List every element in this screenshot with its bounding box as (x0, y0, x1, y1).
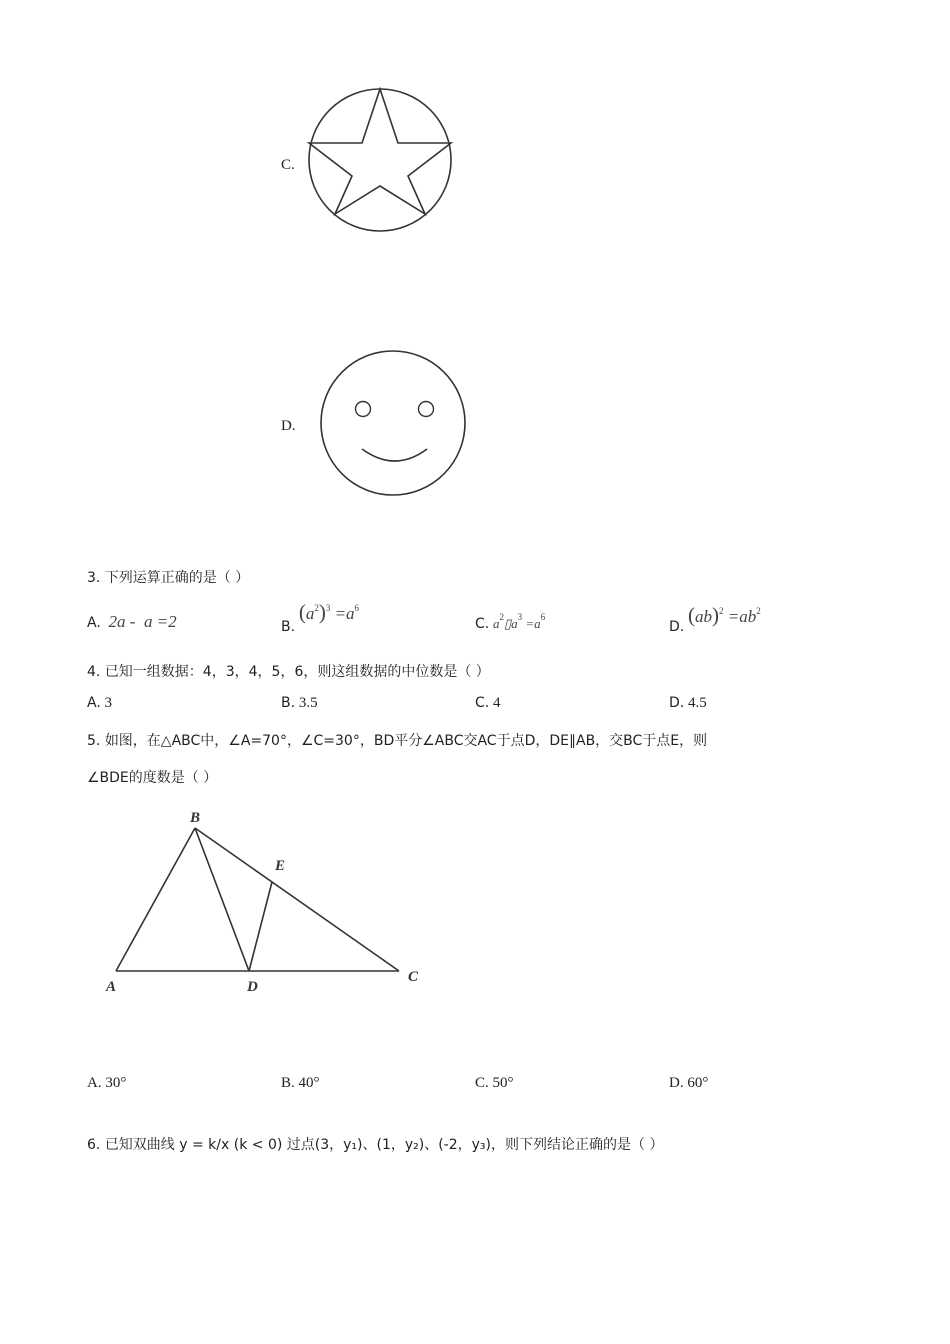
q3-option-c[interactable] (475, 612, 545, 633)
q4-option-a-label: A. (87, 695, 101, 711)
q3-option-b-label: B. (281, 619, 296, 635)
q3-option-d-label: D. (669, 619, 685, 635)
q5-stem-line2: ∠BDE的度数是（ ） (87, 770, 218, 786)
q5-option-a[interactable] (87, 1075, 126, 1092)
q4-number: 4. (87, 664, 101, 680)
q4-option-b-label: B. (281, 695, 296, 711)
q4-option-b-value: 3.5 (298, 695, 318, 711)
q5-option-a-value: 30° (105, 1075, 127, 1091)
point-b-label: B (190, 810, 201, 826)
q5-option-d-value: 60° (687, 1075, 709, 1091)
triangle-abc-figure (100, 800, 440, 1000)
q4-option-b[interactable] (281, 695, 318, 712)
q4-option-d[interactable] (669, 695, 707, 712)
q6-stem (87, 1134, 663, 1154)
q5-option-b[interactable] (281, 1075, 320, 1092)
q5-option-c[interactable] (475, 1075, 514, 1092)
star-in-circle-figure (300, 80, 460, 240)
q3-option-d[interactable] (669, 603, 761, 635)
q5-option-c-label: C. (475, 1075, 489, 1091)
q3-option-c-expr: $a^2▯a^3 =a^6$ (492, 612, 546, 631)
q5-option-b-label: B. (281, 1075, 295, 1091)
q3-stem-text: 下列运算正确的是（ ） (104, 570, 250, 586)
q5-stem-line1-text: 如图，在△ABC中，∠A=70°，∠C=30°，BD平分∠ABC交AC于点D，DE∥AB，交BC于点E，则 (104, 733, 708, 749)
point-a-label: A (106, 979, 117, 995)
q4-option-c-label: C. (475, 695, 490, 711)
q6-stem-text: 已知双曲线 y = k/x (k < 0) 过点(3，y₁)、(1，y₂)、(-2，y₃)，则下列结论正确的是（ ） (104, 1137, 664, 1153)
figure-c-label: C. (281, 157, 295, 173)
q3-option-a-label: A. (87, 615, 101, 631)
q3-option-d-expr: $(ab)^2 =ab^2$ (687, 603, 761, 627)
q3-option-b[interactable] (281, 600, 360, 635)
smiley-face-figure (315, 345, 475, 505)
q3-number: 3. (87, 570, 101, 586)
point-e-label: E (275, 858, 286, 874)
q4-option-c[interactable] (475, 695, 500, 712)
q4-stem-text: 已知一组数据：4，3，4，5，6，则这组数据的中位数是（ ） (104, 664, 490, 680)
point-c-label: C (408, 969, 419, 985)
q5-stem-line1 (87, 730, 707, 750)
q4-option-a-value: 3 (104, 695, 113, 711)
q4-option-d-label: D. (669, 695, 685, 711)
q5-option-d[interactable] (669, 1075, 708, 1092)
q3-option-c-label: C. (475, 616, 490, 632)
q4-option-c-value: 4 (492, 695, 501, 711)
q3-option-a[interactable] (87, 612, 177, 632)
q4-option-a[interactable] (87, 695, 112, 712)
q5-option-b-value: 40° (298, 1075, 320, 1091)
q4-stem (87, 661, 490, 681)
q4-option-d-value: 4.5 (687, 695, 707, 711)
point-d-label: D (247, 979, 258, 995)
q5-option-a-label: A. (87, 1075, 102, 1091)
q5-option-c-value: 50° (492, 1075, 514, 1091)
q5-option-d-label: D. (669, 1075, 684, 1091)
q3-option-b-expr: $(a^2)^3 =a^6$ (298, 600, 360, 624)
q5-number: 5. (87, 733, 101, 749)
q3-stem (87, 567, 249, 587)
q3-option-a-expr: 2a - a =2 (108, 612, 177, 631)
q6-number: 6. (87, 1137, 101, 1153)
figure-d-label: D. (281, 418, 296, 434)
